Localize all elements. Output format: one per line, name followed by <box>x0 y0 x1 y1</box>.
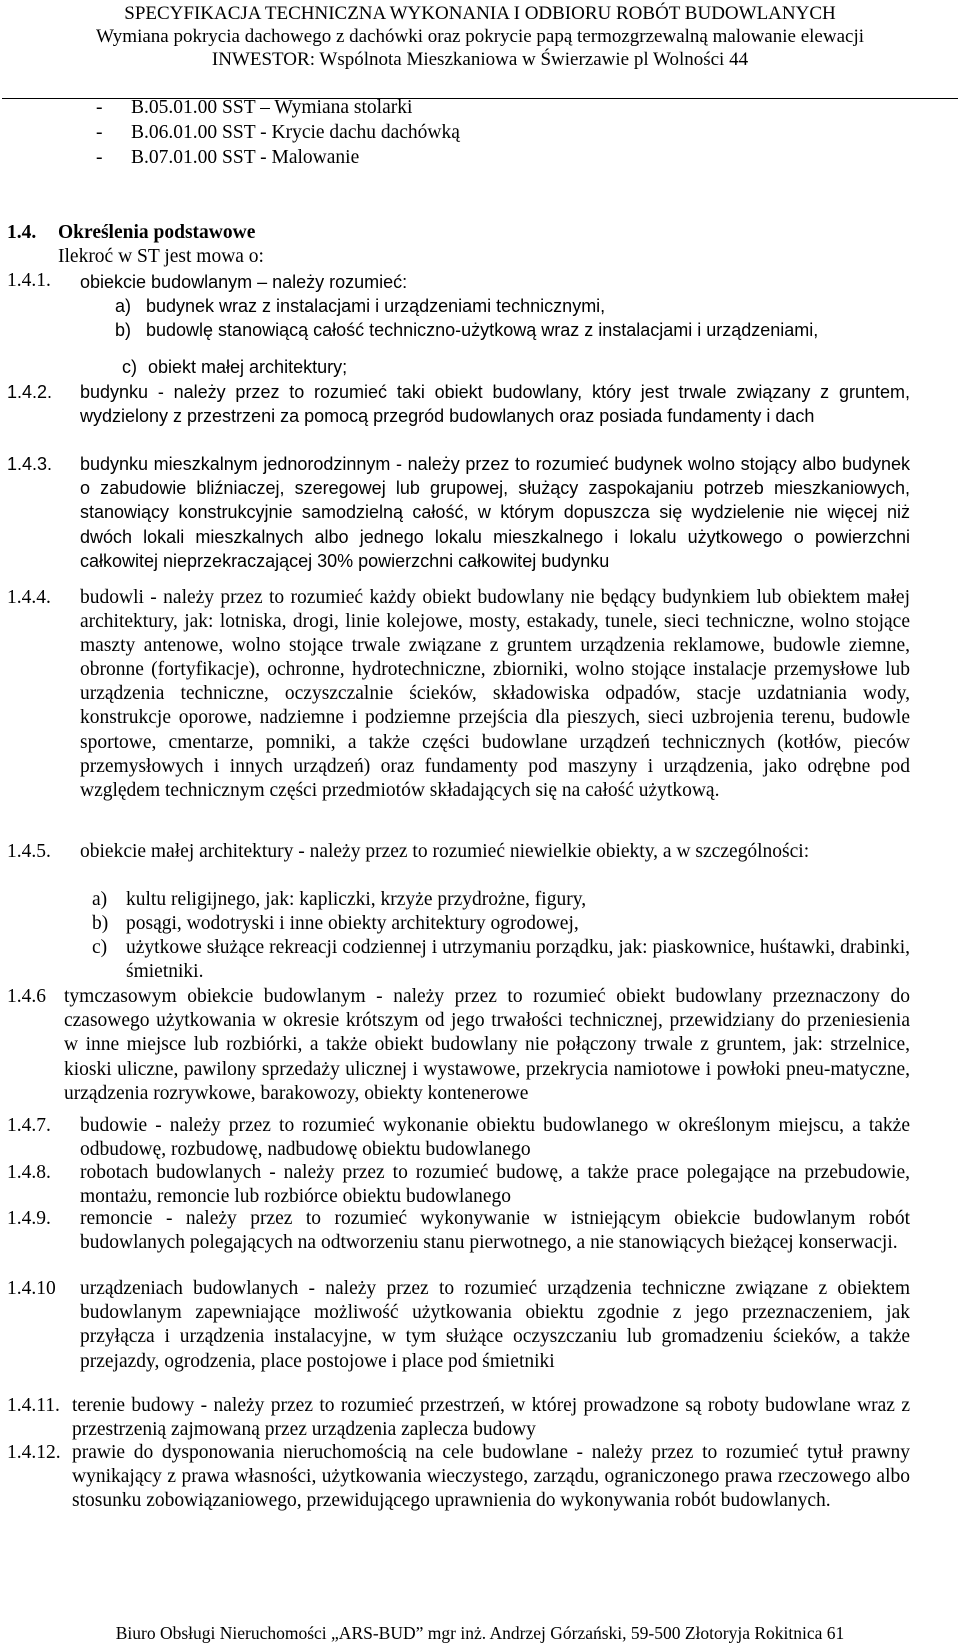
item-letter: b) <box>115 320 132 340</box>
definition-number: 1.4.9. <box>7 1208 51 1229</box>
definition-number: 1.4.2. <box>7 382 53 402</box>
list-item: B.06.01.00 SST - Krycie dachu dachówką <box>131 122 460 143</box>
definition-text: remoncie - należy przez to rozumieć wykonywanie w istniejącym obiekcie budowlanym robót budowlanych polegających na odtworzeniu stanu pierwotnego, a nie stanowiących bieżącej konserwacji. <box>80 1208 910 1254</box>
definition-text: terenie budowy - należy przez to rozumieć przestrzeń, w której prowadzone są roboty budowlane wraz z przestrzenią zajmowaną przez urządzenia zaplecza budowy <box>72 1395 910 1441</box>
definition-number: 1.4.6 <box>7 986 46 1007</box>
item-letter: a) <box>92 889 108 910</box>
item-letter: a) <box>115 296 132 316</box>
definition-text: prawie do dysponowania nieruchomością na cele budowlane - należy przez to rozumieć tytuł prawny wynikający z prawa własności, użytkowania wieczystego, zarządu, ograniczonego prawa rzeczowego albo stosunku zobowiązaniowego, przewidującego uprawnienia do wykonywania robót budowlanych. <box>72 1442 910 1512</box>
header-subtitle: Wymiana pokrycia dachowego z dachówki oraz pokrycie papą termozgrzewalną malowanie elewacji <box>96 26 864 47</box>
document-footer: Biuro Obsługi Nieruchomości „ARS-BUD” mgr inż. Andrzej Górzański, 59-500 Złotoryja Rokitnica 61 <box>115 1623 845 1643</box>
definition-text: budowie - należy przez to rozumieć wykonanie obiektu budowlanego w określonym miejscu, a także odbudowę, rozbudowę, nadbudowę obiektu budowlanego <box>80 1115 910 1161</box>
list-dash: - <box>96 122 103 143</box>
definition-number: 1.4.1. <box>7 270 51 291</box>
section-intro: Ilekroć w ST jest mowa o: <box>58 246 264 267</box>
section-title: Określenia podstawowe <box>58 222 256 243</box>
definition-number: 1.4.3. <box>7 454 53 474</box>
header-investor: INWESTOR: Wspólnota Mieszkaniowa w Świerzawie pl Wolności 44 <box>211 49 749 70</box>
item-text: posągi, wodotryski i inne obiekty architektury ogrodowej, <box>126 913 579 934</box>
item-letter: c) <box>92 937 108 958</box>
item-text: kultu religijnego, jak: kapliczki, krzyże przydrożne, figury, <box>126 889 587 910</box>
document-header <box>0 2 960 71</box>
definition-text: budynku mieszkalnym jednorodzinnym - należy przez to rozumieć budynek wolno stojący albo budynek o zabudowie bliźniaczej, szeregowej lub grupowej, służący zaspokajaniu potrzeb mieszkaniowych, stanowiący konstrukcyjnie samodzielną całość, w którym dopuszcza się wydzielenie nie więcej niż dwóch lokali mieszkalnych albo jednego lokalu mieszkalnego i lokalu użytkowego o powierzchni całkowitej nieprzekraczającej 30% powierzchni całkowitej budynku <box>80 454 910 571</box>
item-text: użytkowe służące rekreacji codziennej i utrzymaniu porządku, jak: piaskownice, huśtawki, drabinki, śmietniki. <box>126 937 910 983</box>
list-dash: - <box>96 147 103 168</box>
definition-number: 1.4.10 <box>7 1278 56 1299</box>
definition-text-body: tymczasowym obiekcie budowlanym - należy przez to rozumieć obiekt budowlany przeznaczony do czasowego użytkowania w okresie krótszym od jego trwałości technicznej, przewidziany do przeniesienia w inne miejsce lub rozbiórki, a także obiekt budowlany nie połączony trwale z gruntem, jak: strzelnice, kioski uliczne, pawilony sprzedaży ulicznej i wystawowe, przekrycia namiotowe i powłoki pneu-matyczne, urządzenia rozrywkowe, barakowozy, obiekty kontenerowe <box>64 986 910 1104</box>
item-text: budowlę stanowiącą całość techniczno-użytkową wraz z instalacjami i urządzeniami, <box>146 320 819 340</box>
definition-number: 1.4.5. <box>7 841 51 862</box>
header-title: SPECYFIKACJA TECHNICZNA WYKONANIA I ODBIORU ROBÓT BUDOWLANYCH <box>124 3 836 24</box>
definition-lead: obiekcie małej architektury - należy przez to rozumieć niewielkie obiekty, a w szczególności: <box>80 841 810 862</box>
definition-text: robotach budowlanych - należy przez to rozumieć budowę, a także prace polegające na przebudowie, montażu, remoncie lub rozbiórce obiektu budowlanego <box>80 1162 910 1208</box>
definition-number: 1.4.8. <box>7 1162 51 1183</box>
definition-number: 1.4.11. <box>7 1395 60 1416</box>
item-letter: b) <box>92 913 109 934</box>
item-letter: c) <box>122 357 137 377</box>
definition-lead: obiekcie budowlanym – należy rozumieć: <box>80 272 408 292</box>
list-item: B.05.01.00 SST – Wymiana stolarki <box>131 97 413 118</box>
definition-number: 1.4.4. <box>7 587 51 608</box>
item-text: budynek wraz z instalacjami i urządzeniami technicznymi, <box>146 296 606 316</box>
definition-number: 1.4.12. <box>7 1442 61 1463</box>
section-number: 1.4. <box>7 222 37 243</box>
list-item: B.07.01.00 SST - Malowanie <box>131 147 360 168</box>
definition-text <box>64 985 910 1106</box>
list-dash: - <box>96 97 103 118</box>
definition-text: budowli - należy przez to rozumieć każdy obiekt budowlany nie będący budynkiem lub obiektem małej architektury, jak: lotniska, drogi, linie kolejowe, mosty, estakady, tunele, sieci techniczne, wolno stojące maszty antenowe, wolno stojące trwale związane z gruntem urządzenia reklamowe, budowle ziemne, obronne (fortyfikacje), ochronne, hydrotechniczne, zbiorniki, wolno stojące instalacje przemysłowe lub urządzenia techniczne, oczyszczalnie ścieków, składowiska odpadów, stacje uzdatniania wody, konstrukcje oporowe, nadziemne i podziemne przejścia dla pieszych, sieci uzbrojenia terenu, budowle sportowe, cmentarze, pomniki, a także części budowlane urządzeń technicznych (kotłów, pieców przemysłowych i innych urządzeń) oraz fundamenty pod maszyny i urządzenia, jako odrębne pod względem technicznym części przedmiotów składających się na całość użytkową. <box>80 587 910 801</box>
definition-text: budynku - należy przez to rozumieć taki obiekt budowlany, który jest trwale związany z gruntem, wydzielony z przestrzeni za pomocą przegród budowlanych oraz posiada fundamenty i dach <box>80 382 910 427</box>
definition-text: urządzeniach budowlanych - należy przez to rozumieć urządzenia techniczne związane z obiektem budowlanym zapewniające możliwość użytkowania obiektu zgodnie z jego przeznaczeniem, jak przyłącza i urządzenia instalacyjne, w tym służące oczyszczaniu lub gromadzeniu ścieków, a także przejazdy, ogrodzenia, place postojowe i place pod śmietniki <box>80 1278 910 1372</box>
item-text: obiekt małej architektury; <box>148 357 348 377</box>
definition-number: 1.4.7. <box>7 1115 51 1136</box>
